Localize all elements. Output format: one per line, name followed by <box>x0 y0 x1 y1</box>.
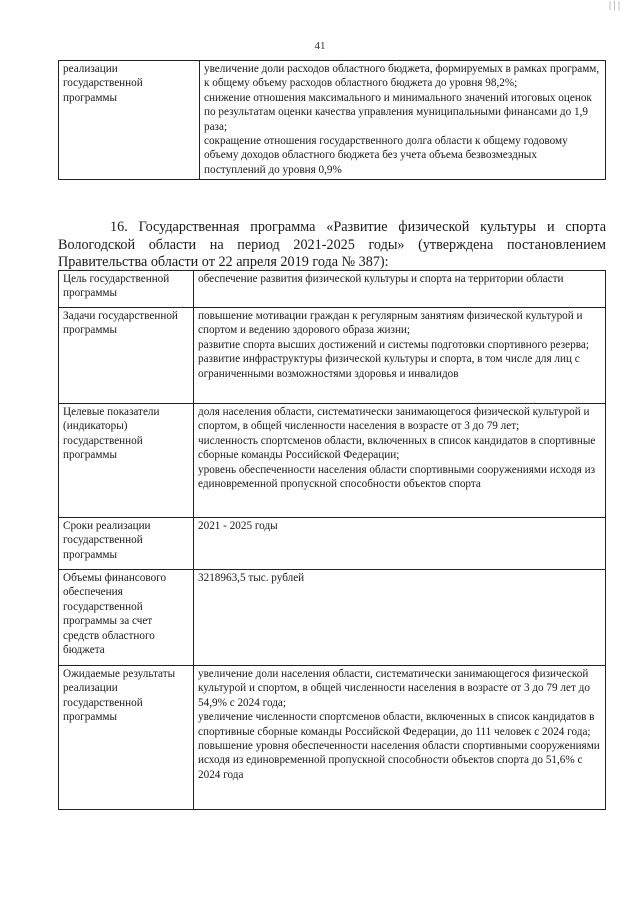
table-row-results <box>59 666 606 810</box>
table-row-period <box>59 518 606 570</box>
page-number: 41 <box>314 40 326 52</box>
list-item: доля населения области, систематически занимающегося физической культурой и спортом, в общей численности населения в возрасте от 3 до 79 лет; <box>198 406 590 433</box>
list-item: сокращение отношения государственного долга области к общему годовому объему доходов областного бюджета без учета объема безвозмездных поступлений до уровня 0,9% <box>204 135 568 176</box>
section-heading: 16. Государственная программа «Развитие физической культуры и спорта Вологодской области на период 2021-2025 годы» (утверждена постановлением Правительства области от 22 апреля 2019 года № 387): <box>58 219 606 270</box>
list-item: снижение отношения максимального и минимального значений итоговых оценок по результатам оценки качества управления муниципальными финансами до 1,9 раза; <box>204 91 592 133</box>
row-label: Задачи государственной программы <box>59 308 194 404</box>
row-value <box>194 518 606 570</box>
table-row-funding <box>59 570 606 666</box>
row-label: Целевые показатели (индикаторы) государственной программы <box>59 404 194 518</box>
list-item: увеличение численности спортсменов области, включенных в список кандидатов в спортивные сборные команды Российской Федерации, до 111 человек с 2024 года; <box>198 711 595 738</box>
list-item: 3218963,5 тыс. рублей <box>198 572 305 584</box>
list-item: развитие инфраструктуры физической культуры и спорта, в том числе для лиц с ограниченными возможностями здоровья и инвалидов <box>198 353 580 380</box>
list-item: 2021 - 2025 годы <box>198 520 278 532</box>
table-row <box>59 61 606 180</box>
previous-program-table <box>58 60 606 180</box>
list-item: развитие спорта высших достижений и системы подготовки спортивного резерва; <box>198 338 589 351</box>
list-item: повышение уровня обеспеченности населения области спортивными сооружениями исходя из единовременной пропускной способности объектов спорта до 51,6% с 2024 года <box>198 740 600 781</box>
table-row-targets <box>59 404 606 518</box>
list-item: повышение мотивации граждан к регулярным занятиям физической культурой и спортом и ведению здорового образа жизни; <box>198 310 583 337</box>
list-item: численность спортсменов области, включенных в список кандидатов в спортивные сборные команды Российской Федерации; <box>198 434 596 462</box>
list-item: обеспечение развития физической культуры и спорта на территории области <box>198 273 564 285</box>
row-value <box>194 570 606 666</box>
list-item: уровень обеспеченности населения области спортивными сооружениями исходя из единовременной пропускной способности объектов спорта <box>198 463 596 491</box>
row-value <box>194 308 606 404</box>
row-label: реализации государственной программы <box>59 61 200 180</box>
corner-mark: | | | <box>608 0 620 11</box>
table-row-tasks <box>59 308 606 404</box>
row-label: Сроки реализации государственной программы <box>59 518 194 570</box>
list-item: увеличение доли расходов областного бюджета, формируемых в рамках программ, к общему объему расходов областного бюджета до уровня 98,2%; <box>204 63 600 90</box>
row-label: Объемы финансового обеспечения государственной программы за счет средств областного бюджета <box>59 570 194 666</box>
list-item: увеличение доли населения области, систематически занимающегося физической культурой и спортом, в общей численности населения в возрасте от 3 до 79 лет до 54,9% с 2024 года; <box>198 668 590 709</box>
row-value <box>194 404 606 518</box>
row-value <box>194 666 606 810</box>
table-row-goal <box>59 271 606 308</box>
row-value <box>200 61 606 180</box>
row-value <box>194 271 606 308</box>
row-label: Ожидаемые результаты реализации государственной программы <box>59 666 194 810</box>
program-passport-table <box>58 270 606 810</box>
row-label: Цель государственной программы <box>59 271 194 308</box>
